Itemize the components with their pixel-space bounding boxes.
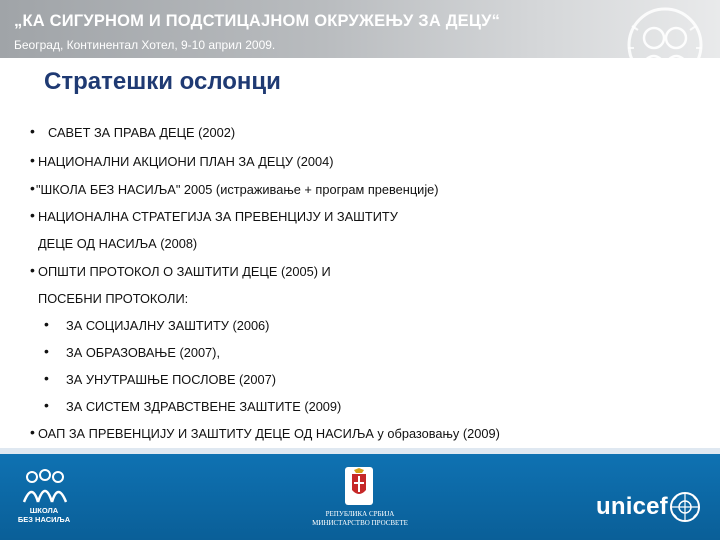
sub-list-item: ЗА УНУТРАШЊЕ ПОСЛОВЕ (2007)	[66, 372, 277, 387]
list-item: "ШКОЛА БЕЗ НАСИЉА" 2005 (истраживање + програм превенције)	[36, 182, 439, 197]
children-emblem-icon	[616, 4, 714, 86]
list-item: ОПШТИ ПРОТОКОЛ О ЗАШТИТИ ДЕЦЕ (2005) И	[38, 264, 331, 279]
bullet-icon: •	[30, 424, 35, 440]
bullet-icon: •	[30, 123, 35, 139]
header-banner	[0, 0, 720, 58]
conference-title: „КА СИГУРНОМ И ПОДСТИЦАЈНОМ ОКРУЖЕЊУ ЗА ДЕЦУ“	[14, 12, 501, 30]
sub-bullet-icon: •	[44, 370, 49, 386]
footer-divider	[0, 448, 720, 454]
unicef-wordmark: unicef	[596, 493, 668, 520]
list-item: САВЕТ ЗА ПРАВА ДЕЦЕ (2002)	[48, 125, 236, 140]
sub-list-item: ЗА ОБРАЗОВАЊЕ (2007),	[66, 345, 220, 360]
bullet-icon: •	[30, 152, 35, 168]
bullet-icon: •	[30, 180, 35, 196]
list-item: ОАП ЗА ПРЕВЕНЦИЈУ И ЗАШТИТУ ДЕЦЕ ОД НАСИЉА у образовању (2009)	[38, 426, 500, 441]
bullet-icon: •	[30, 207, 35, 223]
list-item: НАЦИОНАЛНИ АКЦИОНИ ПЛАН ЗА ДЕЦУ (2004)	[38, 154, 334, 169]
bullet-icon: •	[30, 262, 35, 278]
list-item-continuation: ДЕЦЕ ОД НАСИЉА (2008)	[38, 236, 198, 251]
slide-title: Стратешки ослонци	[44, 68, 281, 95]
sub-list-item: ЗА СИСТЕМ ЗДРАВСТВЕНЕ ЗАШТИТЕ (2009)	[66, 399, 342, 414]
list-item-continuation: ПОСЕБНИ ПРОТОКОЛИ:	[38, 291, 189, 306]
conference-subtitle: Београд, Континентал Хотел, 9-10 април 2009.	[14, 38, 276, 52]
ministry-caption: РЕПУБЛИКА СРБИЈА МИНИСТАРСТВО ПРОСВЕТЕ	[312, 510, 408, 527]
sub-list-item: ЗА СОЦИЈАЛНУ ЗАШТИТУ (2006)	[66, 318, 270, 333]
sub-bullet-icon: •	[44, 316, 49, 332]
list-item: НАЦИОНАЛНА СТРАТЕГИЈА ЗА ПРЕВЕНЦИЈУ И ЗАШТИТУ	[38, 209, 398, 224]
school-logo-caption: ШКОЛА БЕЗ НАСИЉА	[17, 506, 71, 524]
unicef-globe-icon	[668, 490, 702, 524]
sub-bullet-icon: •	[44, 343, 49, 359]
sub-bullet-icon: •	[44, 397, 49, 413]
serbian-coat-of-arms-icon	[344, 466, 374, 506]
